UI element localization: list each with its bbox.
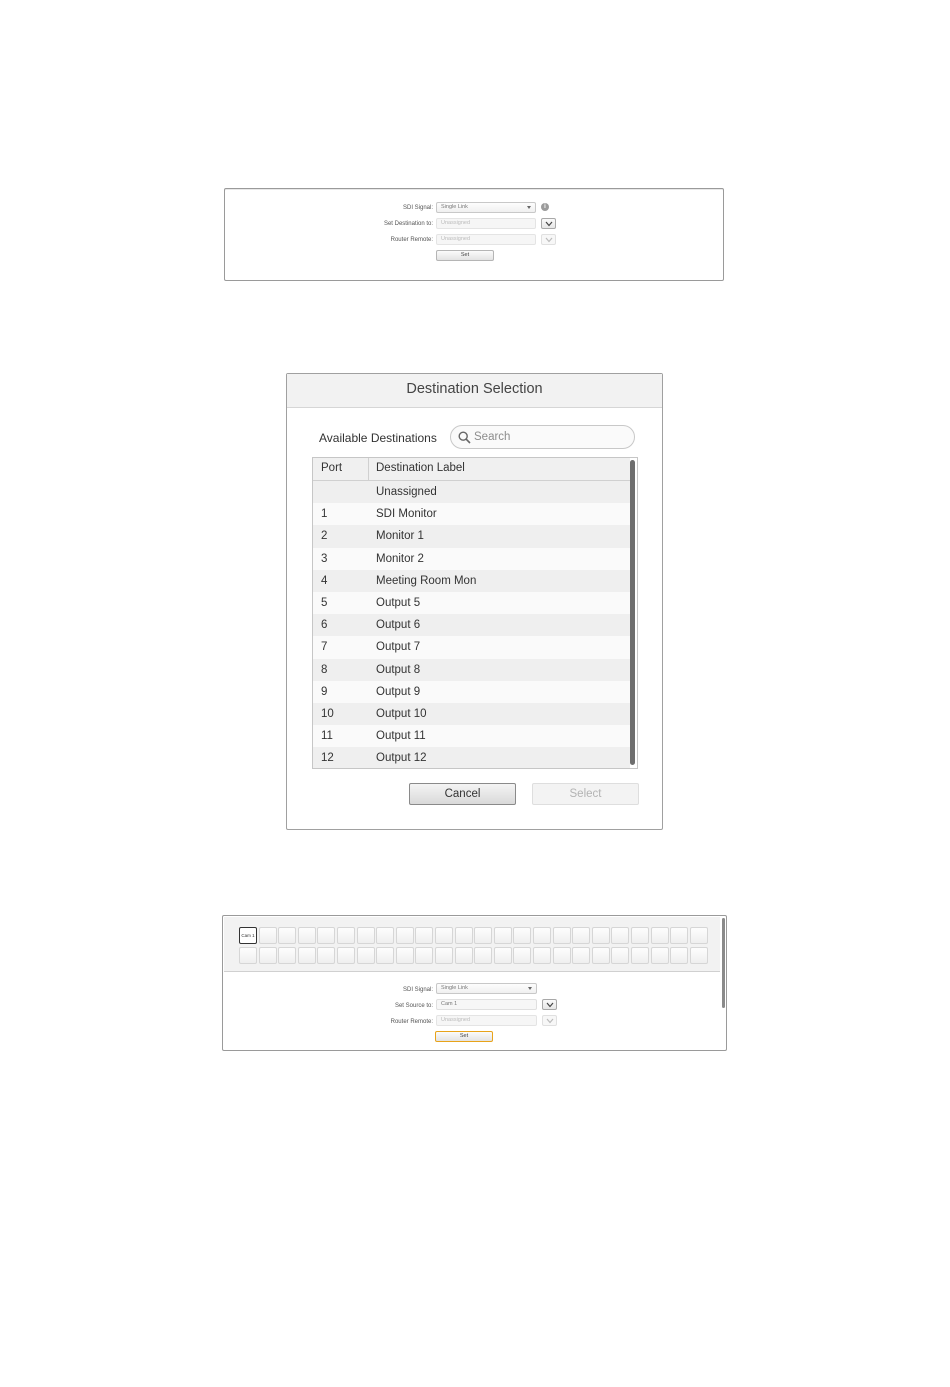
cancel-button[interactable]: Cancel [409, 783, 516, 805]
row-destination-label: Monitor 2 [376, 552, 424, 565]
source-button[interactable] [455, 927, 473, 944]
set-source-button[interactable] [542, 999, 557, 1010]
row-destination-label: Output 11 [376, 730, 426, 743]
search-placeholder: Search [474, 431, 511, 443]
table-row[interactable] [313, 725, 630, 747]
source-button[interactable] [631, 927, 649, 944]
router-remote-button [542, 1015, 557, 1026]
source-button[interactable] [317, 947, 335, 964]
source-button[interactable] [396, 947, 414, 964]
table-row[interactable] [313, 636, 630, 658]
source-button[interactable] [239, 947, 257, 964]
set-source-row [223, 1000, 433, 1012]
set-destination-label: Set Destination to: [383, 221, 433, 227]
list-rows [313, 481, 630, 769]
source-button[interactable] [376, 947, 394, 964]
chevron-down-icon [546, 1002, 554, 1008]
source-button[interactable] [259, 947, 277, 964]
source-button[interactable] [690, 927, 708, 944]
source-button-grid [224, 917, 720, 972]
source-button[interactable] [553, 927, 571, 944]
source-button[interactable] [572, 947, 590, 964]
search-icon [458, 431, 471, 444]
source-button[interactable] [435, 927, 453, 944]
sdi-signal-label: SDI Signal: [402, 987, 433, 993]
source-button[interactable] [396, 927, 414, 944]
search-input[interactable] [450, 425, 635, 449]
row-destination-label: Unassigned [376, 486, 437, 498]
source-button[interactable] [513, 927, 531, 944]
table-row[interactable] [313, 503, 630, 525]
table-row[interactable] [313, 592, 630, 614]
row-destination-label: Output 7 [376, 641, 421, 654]
router-remote-value: Unassigned [441, 1017, 471, 1023]
source-button[interactable] [455, 947, 473, 964]
source-button[interactable] [533, 947, 551, 964]
list-header [313, 458, 630, 481]
router-remote-value: Unassigned [441, 236, 471, 242]
sdi-signal-row [223, 984, 433, 996]
row-port: 12 [321, 752, 334, 765]
sdi-signal-select[interactable] [436, 202, 536, 213]
table-row[interactable] [313, 659, 630, 681]
sdi-signal-value: Single Link [441, 204, 468, 210]
row-destination-label: Output 10 [376, 707, 427, 720]
source-button[interactable] [337, 927, 355, 944]
source-button[interactable] [298, 947, 316, 964]
row-port: 6 [321, 619, 328, 632]
source-button[interactable] [357, 947, 375, 964]
source-button[interactable] [278, 947, 296, 964]
row-port: 4 [321, 574, 328, 587]
row-port: 1 [321, 508, 328, 521]
router-remote-field [436, 234, 536, 245]
row-port: 8 [321, 663, 328, 676]
source-button[interactable] [376, 927, 394, 944]
row-destination-label: Monitor 1 [376, 530, 424, 543]
source-button[interactable] [553, 947, 571, 964]
router-remote-field [436, 1015, 537, 1026]
router-remote-label: Router Remote: [390, 1019, 433, 1025]
source-button[interactable] [611, 927, 629, 944]
table-row[interactable] [313, 681, 630, 703]
table-row[interactable] [313, 548, 630, 570]
panel-scrollbar[interactable] [722, 918, 725, 1008]
source-button[interactable] [298, 927, 316, 944]
sdi-signal-select[interactable] [436, 983, 537, 994]
table-row[interactable] [313, 570, 630, 592]
source-button[interactable] [337, 947, 355, 964]
set-destination-button[interactable] [541, 218, 556, 229]
set-button[interactable]: Set [435, 1031, 493, 1042]
list-scrollbar[interactable] [630, 460, 635, 765]
source-button[interactable] [611, 947, 629, 964]
source-button[interactable] [474, 947, 492, 964]
sdi-signal-row [225, 202, 433, 214]
column-header-port[interactable]: Port [321, 462, 343, 474]
router-remote-row [223, 1016, 433, 1028]
row-port: 10 [321, 707, 334, 720]
source-settings-panel [222, 915, 727, 1051]
row-port: 9 [321, 685, 328, 698]
source-button[interactable] [513, 947, 531, 964]
dropdown-arrow-icon [528, 987, 532, 990]
set-source-label: Set Source to: [394, 1003, 433, 1009]
source-button[interactable] [494, 927, 512, 944]
row-port: 11 [321, 730, 333, 743]
dropdown-arrow-icon [527, 206, 531, 209]
router-remote-row [225, 234, 433, 246]
source-button[interactable] [474, 927, 492, 944]
source-button[interactable] [690, 947, 708, 964]
sdi-signal-label: SDI Signal: [402, 205, 433, 211]
destination-list [312, 457, 638, 769]
source-button[interactable] [651, 927, 669, 944]
destination-settings-panel [224, 188, 724, 281]
source-button[interactable] [533, 927, 551, 944]
row-destination-label: Output 8 [376, 663, 421, 676]
source-button[interactable] [435, 947, 453, 964]
set-button[interactable]: Set [436, 250, 494, 261]
source-button[interactable] [415, 927, 433, 944]
sdi-signal-value: Single Link [441, 985, 468, 991]
row-destination-label: Output 5 [376, 596, 421, 609]
row-port: 7 [321, 641, 328, 654]
set-destination-value: Unassigned [441, 220, 471, 226]
set-source-field[interactable] [436, 999, 537, 1010]
table-row[interactable] [313, 703, 630, 725]
table-row[interactable] [313, 614, 630, 636]
source-button[interactable] [415, 947, 433, 964]
source-button[interactable] [670, 927, 688, 944]
chevron-down-icon [546, 1018, 554, 1024]
row-destination-label: Meeting Room Mon [376, 574, 477, 587]
info-icon[interactable]: i [541, 203, 549, 211]
row-destination-label: Output 9 [376, 685, 421, 698]
chevron-down-icon [545, 237, 553, 243]
table-row[interactable] [313, 747, 630, 769]
table-row[interactable] [313, 481, 630, 503]
source-button-cam-1[interactable]: Cam 1 [239, 927, 257, 944]
source-button[interactable] [278, 927, 296, 944]
source-button[interactable] [592, 947, 610, 964]
table-row[interactable] [313, 525, 630, 547]
set-destination-field[interactable] [436, 218, 536, 229]
row-destination-label: SDI Monitor [376, 508, 437, 521]
source-button[interactable] [592, 927, 610, 944]
source-button[interactable] [572, 927, 590, 944]
column-header-destination-label[interactable]: Destination Label [376, 462, 465, 474]
source-button[interactable] [357, 927, 375, 944]
source-button[interactable] [317, 927, 335, 944]
destination-selection-dialog [286, 373, 663, 830]
select-button[interactable]: Select [532, 783, 639, 805]
row-port: 3 [321, 552, 328, 565]
router-remote-label: Router Remote: [390, 237, 433, 243]
set-destination-row [225, 218, 433, 230]
chevron-down-icon [545, 221, 553, 227]
dialog-header [287, 374, 662, 408]
source-button[interactable] [259, 927, 277, 944]
row-destination-label: Output 6 [376, 619, 421, 632]
source-button[interactable] [670, 947, 688, 964]
row-destination-label: Output 12 [376, 752, 427, 765]
source-button[interactable] [631, 947, 649, 964]
source-button[interactable] [651, 947, 669, 964]
source-button[interactable] [494, 947, 512, 964]
dialog-title: Destination Selection [406, 381, 543, 397]
available-destinations-label: Available Destinations [319, 431, 437, 445]
row-port: 2 [321, 530, 328, 543]
set-source-value: Cam 1 [441, 1001, 458, 1007]
router-remote-button [541, 234, 556, 245]
row-port: 5 [321, 596, 328, 609]
